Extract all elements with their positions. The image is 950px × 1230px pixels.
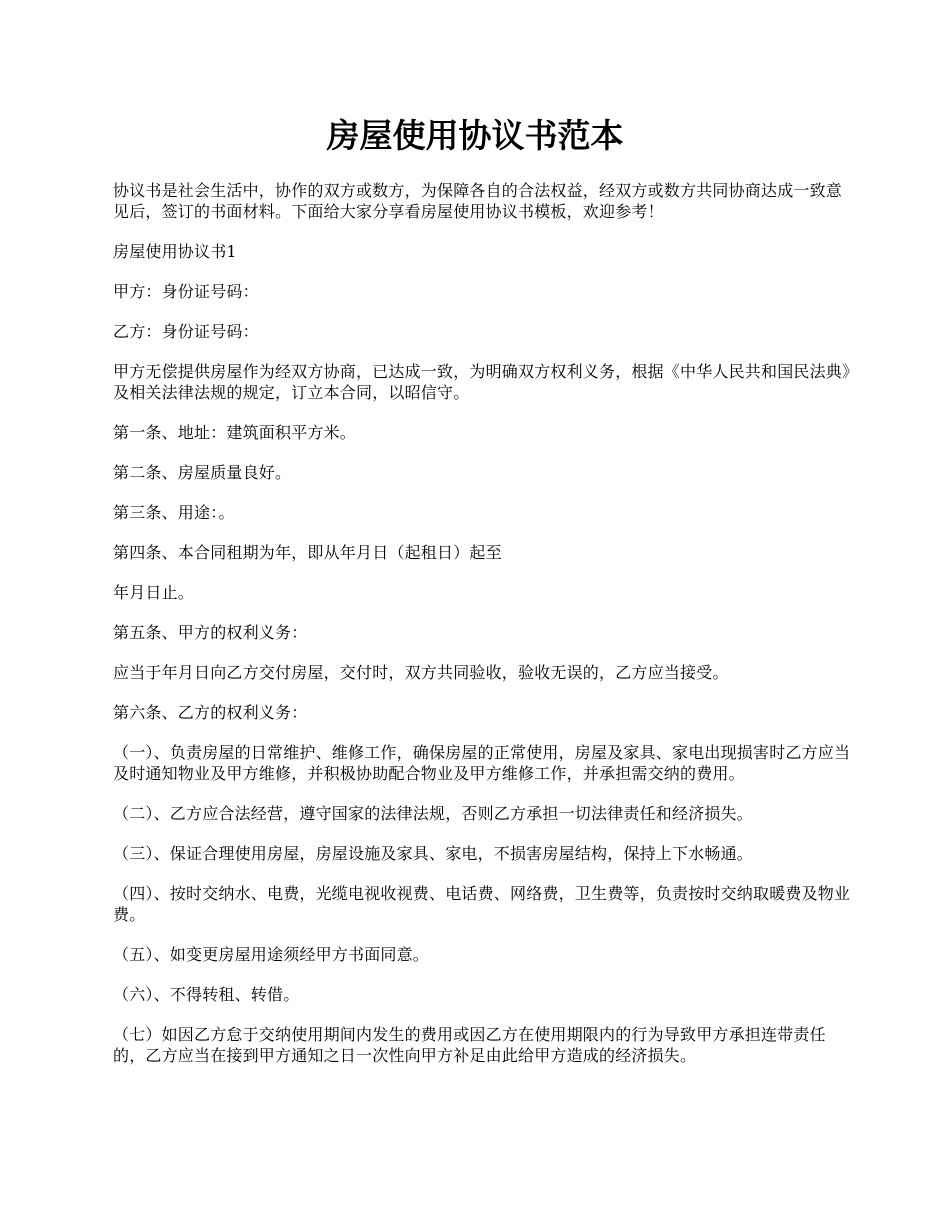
paragraph-article-4: 第四条、本合同租期为年，即从年月日（起租日）起至 (113, 543, 502, 562)
paragraph-article-2: 第二条、房屋质量良好。 (113, 463, 292, 482)
paragraph-clause-2: （二）、乙方应合法经营，遵守国家的法律法规，否则乙方承担一切法律责任和经济损失。 (113, 804, 754, 823)
document-body (113, 180, 853, 1085)
paragraph-article-4-end: 年月日止。 (113, 583, 195, 602)
paragraph-clause-4: （四）、按时交纳水、电费，光缆电视收视费、电话费、网络费，卫生费等，负责按时交纳取暖费及物业费。 (113, 884, 851, 924)
document-title: 房屋使用协议书范本 (326, 116, 624, 155)
paragraph-clause-6: （六）、不得转租、转借。 (113, 985, 300, 1004)
paragraph-party-a: 甲方：身份证号码： (113, 282, 259, 301)
paragraph-party-b: 乙方：身份证号码： (113, 322, 259, 341)
paragraph-article-3: 第三条、用途：。 (113, 503, 235, 522)
paragraph-intro: 协议书是社会生活中，协作的双方或数方，为保障各自的合法权益，经双方或数方共同协商达成一致意见后，签订的书面材料。下面给大家分享看房屋使用协议书模板，欢迎参考！ (113, 181, 843, 221)
paragraph-article-1: 第一条、地址：建筑面积平方米。 (113, 423, 357, 442)
paragraph-clause-7: （七）如因乙方怠于交纳使用期间内发生的费用或因乙方在使用期限内的行为导致甲方承担连带责任的，乙方应当在接到甲方通知之日一次性向甲方补足由此给甲方造成的经济损失。 (113, 1025, 826, 1065)
paragraph-agreement-heading: 房屋使用协议书1 (113, 242, 237, 261)
paragraph-preamble: 甲方无偿提供房屋作为经双方协商，已达成一致，为明确双方权利义务，根据《中华人民共和国民法典》及相关法律法规的规定，订立本合同，以昭信守。 (113, 362, 851, 402)
paragraph-article-5-body: 应当于年月日向乙方交付房屋，交付时，双方共同验收，验收无误的，乙方应当接受。 (113, 663, 729, 682)
paragraph-clause-5: （五）、如变更房屋用途须经甲方书面同意。 (113, 945, 430, 964)
paragraph-article-5: 第五条、甲方的权利义务： (113, 623, 308, 642)
paragraph-clause-1: （一）、负责房屋的日常维护、维修工作，确保房屋的正常使用，房屋及家具、家电出现损害时乙方应当及时通知物业及甲方维修，并积极协助配合物业及甲方维修工作，并承担需交纳的费用。 (113, 743, 851, 783)
paragraph-clause-3: （三）、保证合理使用房屋，房屋设施及家具、家电，不损害房屋结构，保持上下水畅通。 (113, 844, 754, 863)
paragraph-article-6: 第六条、乙方的权利义务： (113, 703, 308, 722)
